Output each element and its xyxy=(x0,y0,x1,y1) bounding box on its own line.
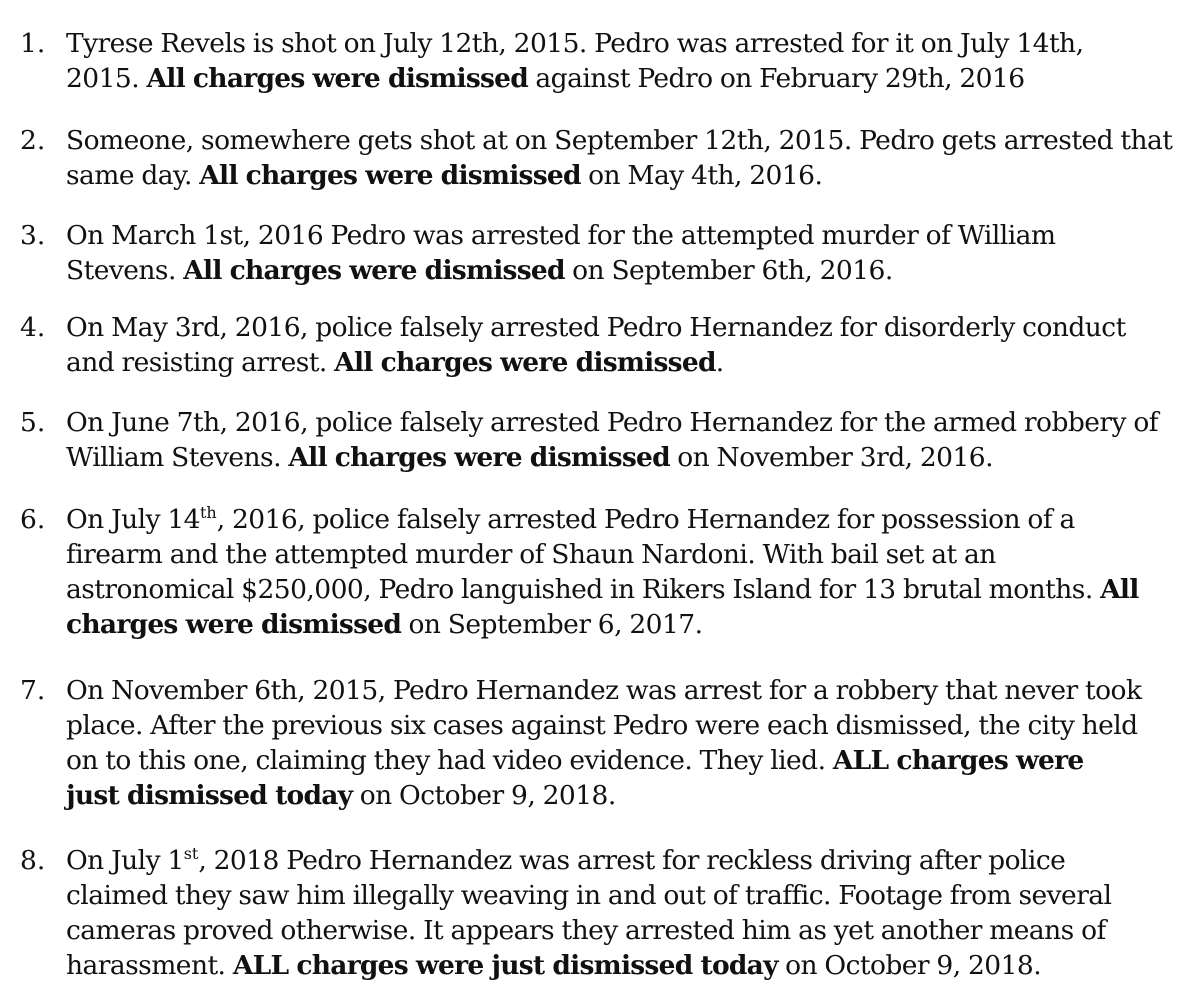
bold-text: ALL charges were just dismissed today xyxy=(232,950,778,981)
text-run: On November 6th, 2015, Pedro Hernandez was arrest for a robbery that never took xyxy=(66,675,1142,706)
ordinal-superscript: th xyxy=(200,503,217,522)
list-item-number: 3. xyxy=(20,220,46,251)
text-line xyxy=(66,778,1184,813)
text-run: and resisting arrest. xyxy=(66,347,335,378)
text-run: Stevens. xyxy=(66,255,184,286)
text-run: on to this one, claiming they had video evidence. They lied. xyxy=(66,745,833,776)
text-run: on October 9, 2018. xyxy=(777,950,1042,981)
text-run: Someone, somewhere gets shot at on September 12th, 2015. Pedro gets arrested that xyxy=(66,125,1173,156)
text-run: against Pedro on February 29th, 2016 xyxy=(528,63,1025,94)
text-run: On March 1st, 2016 Pedro was arrested for the attempted murder of William xyxy=(66,220,1056,251)
text-run: astronomical $250,000, Pedro languished in Rikers Island for 13 brutal months. xyxy=(66,574,1101,605)
list-item-text xyxy=(66,673,1184,813)
text-run: on September 6, 2017. xyxy=(401,609,703,640)
text-line xyxy=(66,158,1184,193)
text-line xyxy=(66,26,1184,61)
text-line xyxy=(66,253,1184,288)
text-line xyxy=(66,502,1184,537)
bold-text: charges were dismissed xyxy=(66,609,402,640)
list-item-text xyxy=(66,843,1184,983)
text-line xyxy=(66,572,1184,607)
text-run: on October 9, 2018. xyxy=(352,780,616,811)
text-line xyxy=(66,218,1184,253)
list-item-text xyxy=(66,123,1184,193)
text-line xyxy=(66,61,1184,96)
text-line xyxy=(66,345,1184,380)
text-line xyxy=(66,123,1184,158)
text-line xyxy=(66,843,1184,878)
list-item-number: 1. xyxy=(20,28,46,59)
bold-text: All charges were dismissed xyxy=(288,442,670,473)
bold-text: ALL charges were xyxy=(832,745,1084,776)
text-run: , 2018 Pedro Hernandez was arrest for reckless driving after police xyxy=(198,845,1066,876)
list-item-number: 4. xyxy=(20,312,46,343)
bold-text: All charges were dismissed xyxy=(199,160,581,191)
list-item-text xyxy=(66,502,1184,642)
list-item-number: 6. xyxy=(20,504,46,535)
text-run: cameras proved otherwise. It appears they arrested him as yet another means of xyxy=(66,915,1106,946)
bold-text: just dismissed today xyxy=(66,780,353,811)
text-run: on September 6th, 2016. xyxy=(564,255,893,286)
text-run: firearm and the attempted murder of Shaun Nardoni. With bail set at an xyxy=(66,539,996,570)
text-run: Tyrese Revels is shot on July 12th, 2015. Pedro was arrested for it on July 14th, xyxy=(66,28,1084,59)
list-item-text xyxy=(66,405,1184,475)
text-run: On May 3rd, 2016, police falsely arrested Pedro Hernandez for disorderly conduct xyxy=(66,312,1126,343)
text-run: On July 14 xyxy=(66,504,200,535)
text-line xyxy=(66,607,1184,642)
list-item-number: 2. xyxy=(20,125,46,156)
list-item-number: 8. xyxy=(20,845,46,876)
text-line xyxy=(66,708,1184,743)
text-run: , 2016, police falsely arrested Pedro Hernandez for possession of a xyxy=(216,504,1075,535)
bold-text: All charges were dismissed xyxy=(183,255,565,286)
text-run: on May 4th, 2016. xyxy=(580,160,823,191)
text-run: . xyxy=(715,347,724,378)
list-item-text xyxy=(66,310,1184,380)
text-line xyxy=(66,673,1184,708)
ordinal-superscript: st xyxy=(183,844,199,863)
text-run: William Stevens. xyxy=(66,442,289,473)
list-item-text xyxy=(66,218,1184,288)
text-line xyxy=(66,878,1184,913)
text-run: harassment. xyxy=(66,950,233,981)
text-line xyxy=(66,310,1184,345)
list-item-number: 7. xyxy=(20,675,46,706)
bold-text: All charges were dismissed xyxy=(334,347,716,378)
text-line xyxy=(66,440,1184,475)
text-run: claimed they saw him illegally weaving in and out of traffic. Footage from several xyxy=(66,880,1112,911)
text-run: On July 1 xyxy=(66,845,184,876)
bold-text: All xyxy=(1100,574,1139,605)
text-run: On June 7th, 2016, police falsely arrested Pedro Hernandez for the armed robbery of xyxy=(66,407,1158,438)
text-line xyxy=(66,537,1184,572)
text-run: same day. xyxy=(66,160,200,191)
text-line xyxy=(66,913,1184,948)
list-item-text xyxy=(66,26,1184,96)
text-line xyxy=(66,743,1184,778)
text-run: on November 3rd, 2016. xyxy=(669,442,993,473)
text-run: 2015. xyxy=(66,63,147,94)
text-line xyxy=(66,948,1184,983)
text-run: place. After the previous six cases against Pedro were each dismissed, the city held xyxy=(66,710,1138,741)
list-item-number: 5. xyxy=(20,407,46,438)
bold-text: All charges were dismissed xyxy=(146,63,529,94)
text-line xyxy=(66,405,1184,440)
